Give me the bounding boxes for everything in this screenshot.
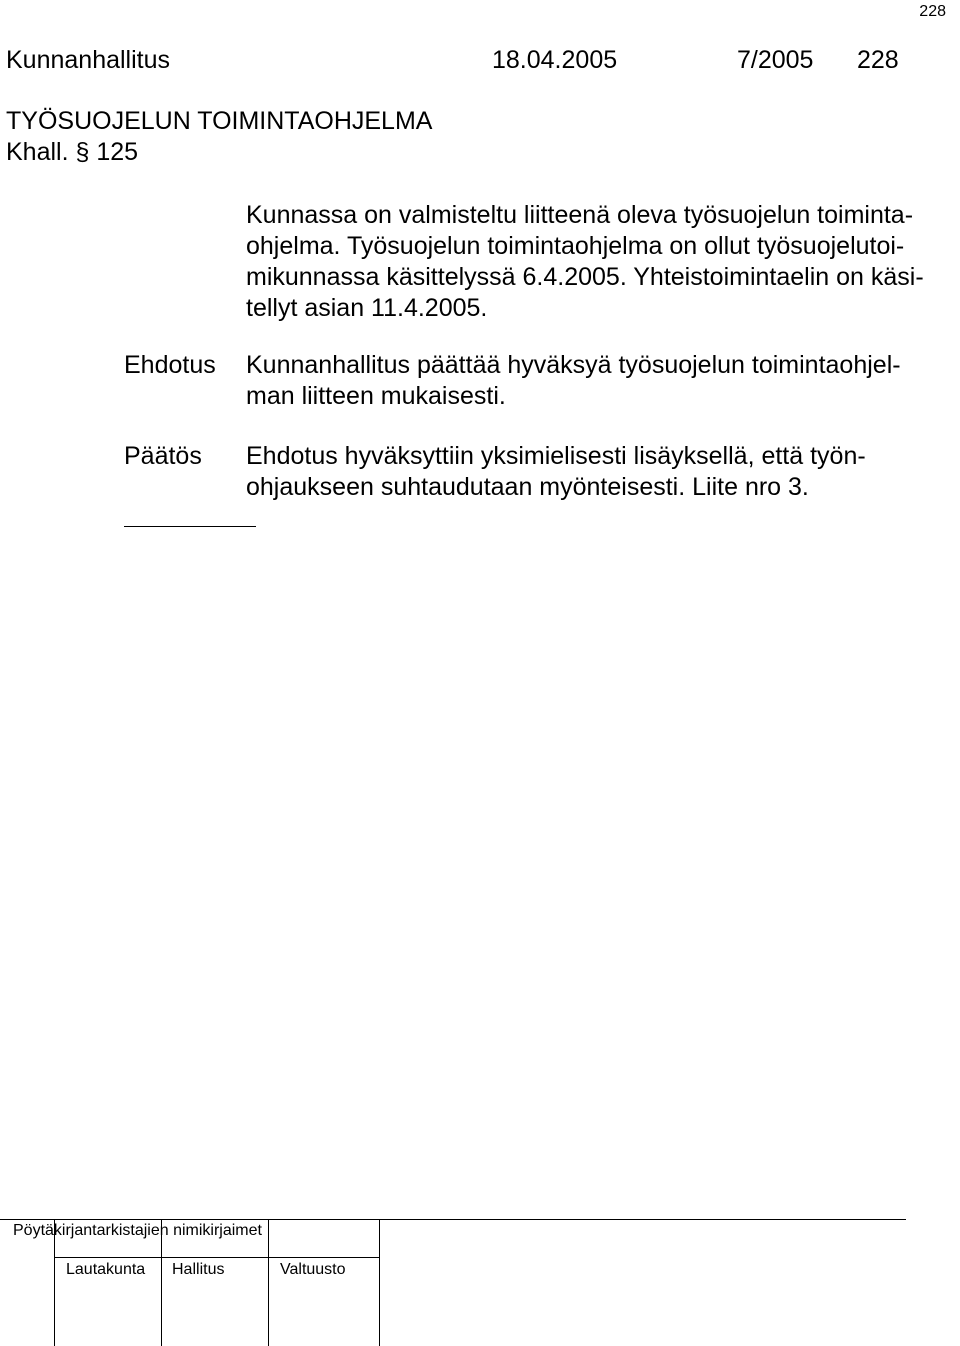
body-paragraph [246,200,924,324]
decision-paragraph [246,441,866,503]
footer-column-hallitus: Hallitus [172,1261,225,1278]
proposal-paragraph [246,350,901,412]
footer-mid-rule [54,1257,380,1258]
footer-column-lautakunta: Lautakunta [66,1261,146,1278]
header-page-number: 228 [857,46,899,74]
header-protocol-number: 7/2005 [737,46,814,74]
header-date: 18.04.2005 [492,46,618,74]
decision-line: ohjaukseen suhtaudutaan myönteisesti. Liite nro 3. [246,473,809,501]
footer-title: Pöytäkirjantarkistajien nimikirjaimet [13,1222,262,1239]
decision-line: Ehdotus hyväksyttiin yksimielisesti lisäyksellä, että työn- [246,442,866,470]
footer-grid-line [54,1219,55,1346]
section-end-rule [124,526,256,527]
matter-title: TYÖSUOJELUN TOIMINTAOHJELMA [6,107,433,135]
footer-column-valtuusto: Valtuusto [280,1261,346,1278]
footer-grid-line [379,1219,380,1346]
body-line: Kunnassa on valmisteltu liitteenä oleva työsuojelun toiminta- [246,201,914,229]
proposal-line: Kunnanhallitus päättää hyväksyä työsuojelun toimintaohjel- [246,351,901,379]
footer-grid [54,1219,380,1346]
header-organ: Kunnanhallitus [6,46,171,74]
body-line: tellyt asian 11.4.2005. [246,294,488,322]
footer-grid-line [161,1219,162,1346]
corner-page-number: 228 [919,3,946,20]
proposal-label: Ehdotus [124,351,216,379]
footer-grid-line [268,1219,269,1346]
proposal-line: man liitteen mukaisesti. [246,382,506,410]
decision-label: Päätös [124,442,202,470]
body-line: ohjelma. Työsuojelun toimintaohjelma on ollut työsuojelutoi- [246,232,905,260]
matter-section: Khall. § 125 [6,138,139,166]
body-line: mikunnassa käsittelyssä 6.4.2005. Yhteistoimintaelin on käsi- [246,263,924,291]
